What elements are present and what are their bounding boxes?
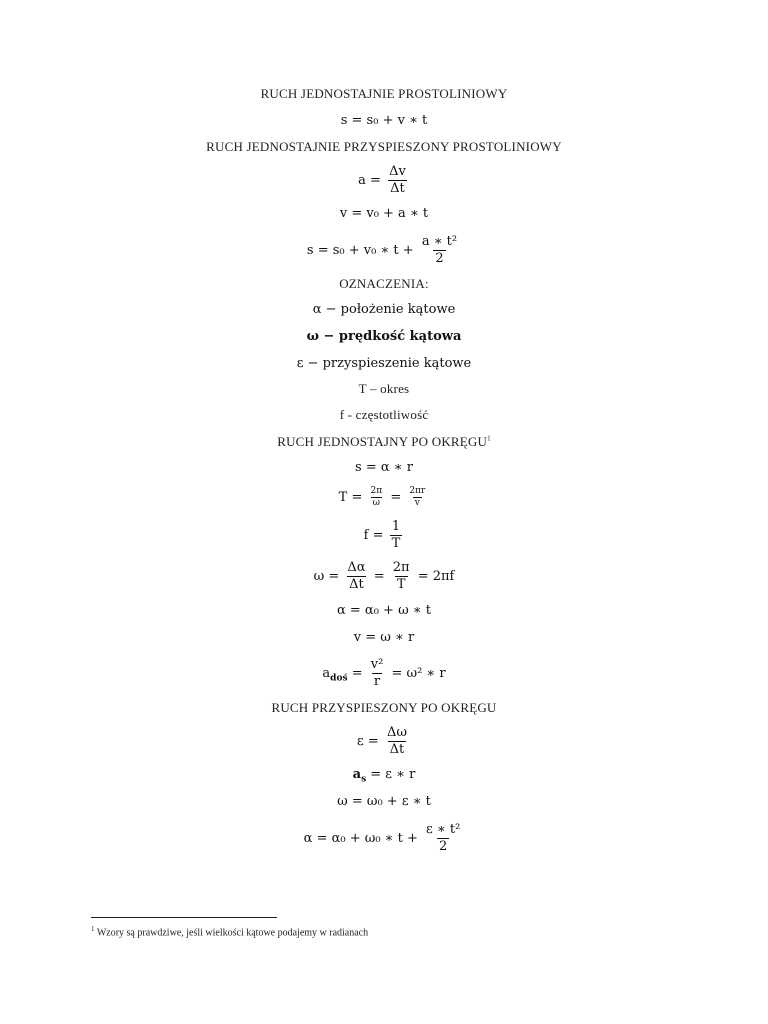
formula-frequency <box>0 519 768 552</box>
numerator: 1 <box>391 519 401 534</box>
numerator: Δω <box>386 725 407 740</box>
formula-lhs: T = <box>338 490 363 505</box>
denominator: ω <box>372 498 381 508</box>
equals-sign: = <box>390 490 402 505</box>
formula-rhs: = ω² ∗ r <box>391 666 446 681</box>
denominator: T <box>391 536 401 551</box>
formula-arc-length: s = α ∗ r <box>355 460 413 475</box>
fraction <box>391 560 412 593</box>
formula-lhs: ε = <box>357 734 379 749</box>
fraction <box>345 560 367 593</box>
numerator: ε ∗ t² <box>426 822 461 837</box>
formula-lhs: a <box>322 666 331 681</box>
fraction <box>390 519 403 552</box>
equals-sign: = <box>373 569 385 584</box>
numerator: 2π <box>370 486 383 496</box>
denominator: T <box>396 577 406 592</box>
heading-text: RUCH JEDNOSTAJNY PO OKRĘGU <box>277 434 488 449</box>
footnote-text: Wzory są prawdziwe, jeśli wielkości kątowe podajemy w radianach <box>96 927 369 939</box>
fraction <box>424 822 462 855</box>
subscript: doś <box>330 673 348 684</box>
formula-lhs: a <box>352 767 362 782</box>
heading-ruch-po-okregu <box>0 434 768 450</box>
formula-rhs: = 2πf <box>417 569 455 584</box>
heading-ruch-przyspieszony-po-okregu: RUCH PRZYSPIESZONY PO OKRĘGU <box>271 700 497 715</box>
formula-angle: α = α₀ + ω ∗ t <box>336 603 431 618</box>
numerator: Δα <box>347 560 366 575</box>
formula-s-uniform: s = s₀ + v ∗ t <box>340 113 428 128</box>
footnote-reference: 1 <box>487 434 491 443</box>
fraction <box>407 486 427 509</box>
numerator: Δv <box>389 164 406 179</box>
denominator: v <box>414 498 420 508</box>
heading-ruch-jednostajnie-prostoliniowy: RUCH JEDNOSTAJNIE PROSTOLINIOWY <box>260 86 508 101</box>
definition-epsilon: ε − przyspieszenie kątowe <box>296 356 472 371</box>
formula-lhs: f = <box>363 528 384 543</box>
heading-oznaczenia: OZNACZENIA: <box>339 276 429 291</box>
denominator: Δt <box>349 577 364 592</box>
fraction <box>420 234 459 267</box>
formula-acceleration <box>0 164 768 197</box>
formula-period <box>0 486 768 509</box>
definition-omega: ω − prędkość kątowa <box>306 329 462 344</box>
numerator: 2πr <box>409 486 426 496</box>
denominator: 2 <box>435 251 444 266</box>
footnote-divider <box>91 917 277 918</box>
subscript: s <box>361 774 367 785</box>
formula-alpha-accelerated <box>0 822 768 855</box>
formula-angular-acceleration <box>0 725 768 758</box>
equals-sign: = <box>351 666 363 681</box>
formula-angular-velocity <box>0 560 768 593</box>
denominator: r <box>373 674 381 689</box>
numerator: a ∗ t² <box>421 234 458 249</box>
formula-lhs: ω = <box>313 569 340 584</box>
definition-alpha: α − położenie kątowe <box>312 302 456 317</box>
fraction <box>385 725 409 758</box>
formula-tangential-acceleration <box>0 767 768 785</box>
formula-omega-accelerated: ω = ω₀ + ε ∗ t <box>337 794 431 809</box>
definition-period: T – okres <box>358 381 410 396</box>
numerator: 2π <box>392 560 410 575</box>
formula-lhs: a = <box>358 173 381 188</box>
formula-linear-velocity: v = ω ∗ r <box>353 630 415 645</box>
footnote-mark: 1 <box>91 925 95 933</box>
heading-ruch-przyspieszony-prostoliniowy: RUCH JEDNOSTAJNIE PRZYSPIESZONY PROSTOLINIOWY <box>206 139 562 154</box>
fraction <box>369 657 386 690</box>
formula-centripetal-acceleration <box>0 657 768 690</box>
denominator: 2 <box>439 839 448 854</box>
formula-rhs: = ε ∗ r <box>370 767 416 782</box>
formula-velocity: v = v₀ + a ∗ t <box>339 206 429 221</box>
denominator: Δt <box>390 181 405 196</box>
formula-lhs: s = s₀ + v₀ ∗ t + <box>306 243 414 258</box>
denominator: Δt <box>389 742 405 757</box>
definition-frequency: f - częstotliwość <box>339 407 429 422</box>
numerator: v² <box>370 657 384 672</box>
formula-s-accelerated <box>0 234 768 267</box>
fraction <box>369 486 385 509</box>
footnote <box>91 925 368 938</box>
fraction <box>387 164 408 197</box>
formula-lhs: α = α₀ + ω₀ ∗ t + <box>303 831 418 846</box>
